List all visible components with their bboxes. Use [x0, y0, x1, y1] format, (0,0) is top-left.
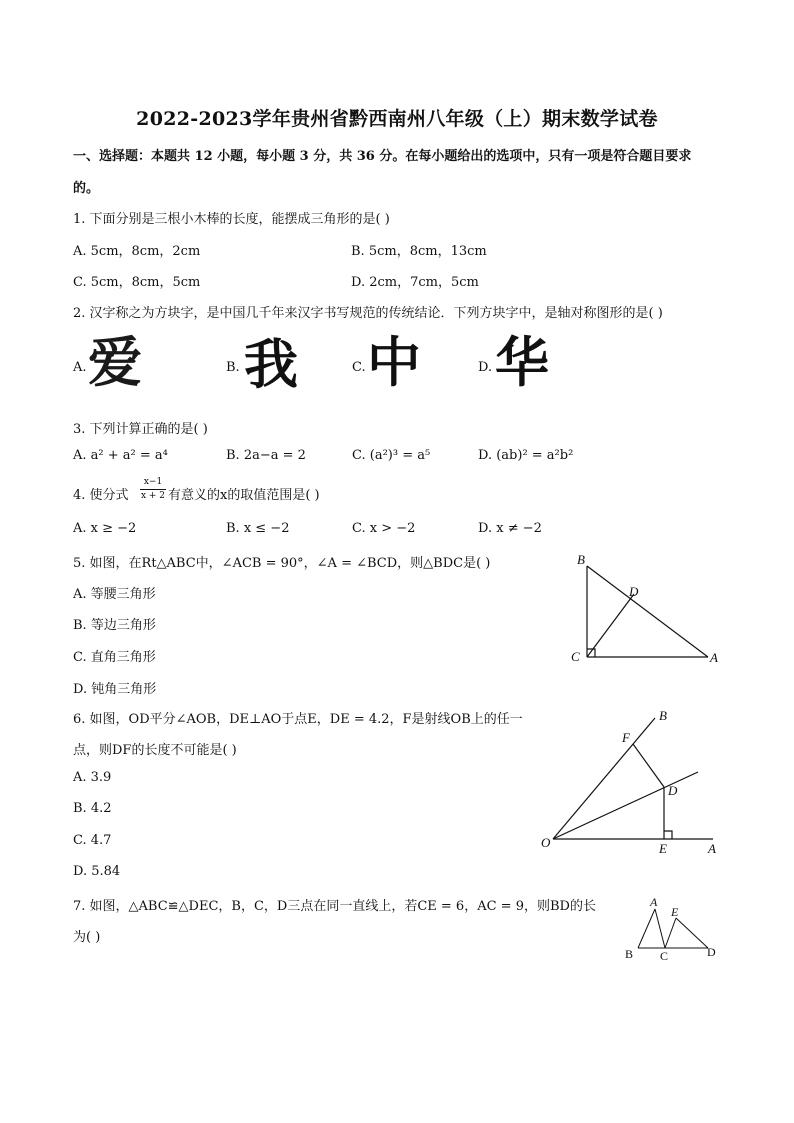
- q1-option-d: D. 2cm，7cm，5cm: [351, 275, 479, 290]
- page-title: 2022-2023学年贵州省黔西南州八年级（上）期末数学试卷: [136, 108, 658, 130]
- q5-segment-cd: [587, 594, 634, 657]
- q6-label-f: F: [622, 730, 630, 745]
- q6-angle-figure: [535, 705, 730, 860]
- q7-congruent-triangles-figure: [620, 893, 725, 963]
- q2-option-a-character: 爱: [88, 331, 142, 394]
- q6-option-b: B. 4.2: [73, 801, 112, 816]
- q4-fraction-bar: [140, 489, 166, 490]
- q5-option-c: C. 直角三角形: [73, 650, 156, 665]
- q5-segment-ba: [587, 566, 708, 657]
- q7-label-b: B: [625, 947, 634, 961]
- q3-option-b: B. 2a−a = 2: [226, 448, 306, 463]
- q2-option-c-character: 中: [367, 331, 421, 394]
- q5-triangle-figure: [560, 548, 730, 673]
- q6-label-e: E: [659, 841, 667, 856]
- q7-label-c: C: [660, 949, 669, 963]
- q4-option-a: A. x ≥ −2: [73, 521, 137, 536]
- q6-option-d: D. 5.84: [73, 864, 121, 879]
- q5-label-a: A: [710, 650, 718, 665]
- q2-option-b-character: 我: [244, 333, 298, 396]
- q6-option-c: C. 4.7: [73, 833, 112, 848]
- q3-option-c: C. (a²)³ = a⁵: [352, 448, 431, 463]
- q4-option-b: B. x ≤ −2: [226, 521, 290, 536]
- q5-option-a: A. 等腰三角形: [73, 587, 156, 602]
- q3-option-d: D. (ab)² = a²b²: [478, 448, 574, 463]
- q4-option-d: D. x ≠ −2: [478, 521, 542, 536]
- q7-stem-line2: 为( ): [73, 930, 101, 945]
- q1-option-b: B. 5cm，8cm，13cm: [351, 244, 487, 259]
- q7-label-e: E: [671, 905, 679, 919]
- q4-stem-suffix: 有意义的x的取值范围是( ): [168, 488, 320, 503]
- q5-option-d: D. 钝角三角形: [73, 682, 157, 697]
- q5-label-d: D: [629, 584, 639, 599]
- q1-option-c: C. 5cm，8cm，5cm: [73, 275, 201, 290]
- q2-option-b-label: B.: [226, 360, 240, 375]
- q6-stem-line1: 6. 如图，OD平分∠AOB，DE⊥AO于点E，DE = 4.2，F是射线OB上的任一: [73, 712, 523, 727]
- section-heading-line2: 的。: [73, 181, 100, 196]
- q2-option-c-label: C.: [352, 360, 366, 375]
- q2-option-a-label: A.: [73, 360, 87, 375]
- q6-ray-ob: [553, 718, 655, 839]
- q7-segment-ed: [676, 918, 708, 948]
- q5-stem: 5. 如图，在Rt△ABC中，∠ACB = 90°，∠A = ∠BCD，则△BDC是( ): [73, 556, 491, 571]
- q1-stem: 1. 下面分别是三根小木棒的长度，能摆成三角形的是( ): [73, 212, 390, 227]
- q4-fraction-numerator: x−1: [143, 477, 163, 487]
- q6-right-angle-mark: [664, 831, 672, 839]
- q7-segment-ba: [638, 909, 655, 948]
- q1-option-a: A. 5cm，8cm，2cm: [73, 244, 201, 259]
- q7-segment-ac: [655, 909, 665, 948]
- q6-label-b: B: [659, 708, 667, 723]
- q3-option-a: A. a² + a² = a⁴: [73, 448, 168, 463]
- q2-option-d-label: D.: [478, 360, 493, 375]
- q4-stem-prefix: 4. 使分式: [73, 488, 129, 503]
- q6-option-a: A. 3.9: [73, 770, 112, 785]
- q2-stem: 2. 汉字称之为方块字，是中国几千年来汉字书写规范的传统结论．下列方块字中，是轴对称图形的是( ): [73, 306, 663, 321]
- q4-option-c: C. x > −2: [352, 521, 416, 536]
- q5-option-b: B. 等边三角形: [73, 618, 156, 633]
- section-heading-line1: 一、选择题：本题共 12 小题，每小题 3 分，共 36 分。在每小题给出的选项中，只有一项是符合题目要求: [73, 149, 692, 164]
- q6-label-a: A: [708, 841, 716, 856]
- q3-stem: 3. 下列计算正确的是( ): [73, 422, 208, 437]
- q6-segment-fd: [633, 744, 664, 787]
- q6-label-o: O: [541, 835, 551, 850]
- q2-option-d-character: 华: [495, 331, 549, 394]
- q7-segment-ce: [665, 918, 676, 948]
- q5-label-b: B: [577, 552, 585, 567]
- q4-fraction-denominator: x + 2: [140, 491, 166, 501]
- q6-stem-line2: 点，则DF的长度不可能是( ): [73, 743, 237, 758]
- q6-label-d: D: [668, 783, 678, 798]
- q5-label-c: C: [571, 649, 580, 664]
- q7-label-d: D: [707, 945, 716, 959]
- q7-label-a: A: [650, 895, 658, 909]
- q7-stem-line1: 7. 如图，△ABC≌△DEC，B，C，D三点在同一直线上，若CE = 6，AC = 9，则BD的长: [73, 899, 596, 914]
